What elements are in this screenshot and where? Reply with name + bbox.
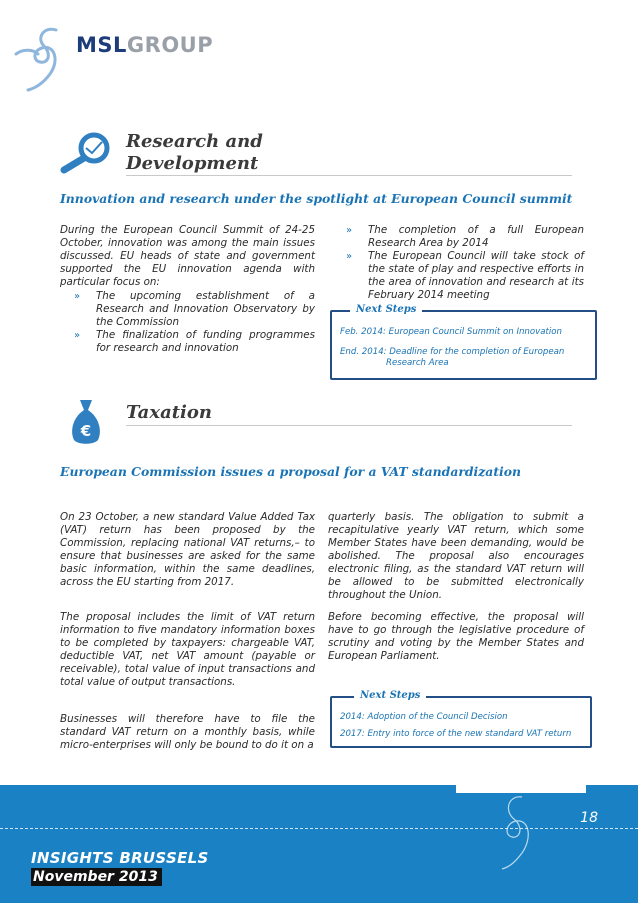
footer-dashed-line bbox=[0, 828, 638, 829]
money-bag-euro-icon bbox=[70, 396, 102, 446]
publication-date: November 2013 bbox=[31, 868, 162, 886]
footer-figure-eight-icon bbox=[492, 793, 542, 873]
taxation-title-rule bbox=[126, 425, 572, 426]
page-number: 18 bbox=[580, 810, 598, 826]
research-next-step-3: Research Area bbox=[386, 358, 449, 368]
research-intro-paragraph: During the European Council Summit of 24-25 October, innovation was among the main issues discussed. EU heads of state and government supported the EU innovation agenda with particular focus on: bbox=[60, 224, 315, 288]
taxation-left-paragraph-3: Businesses will therefore have to file the standard VAT return on a monthly basis, while micro-enterprises will only be bound to do it on a bbox=[60, 713, 315, 751]
taxation-left-paragraph-2: The proposal includes the limit of VAT return information to five mandatory information boxes to be completed by taxpayers: chargeable VAT, deductible VAT, net VAT amount (payable or receivable), total value of input transactions and total value of output transactions. bbox=[60, 611, 315, 688]
research-next-steps-box bbox=[330, 310, 597, 380]
research-bullet-left-2-text: The finalization of funding programmes for research and innovation bbox=[96, 329, 315, 354]
research-section-title bbox=[126, 131, 263, 175]
bullet-marker-icon: » bbox=[74, 291, 81, 302]
research-bullet-left-2 bbox=[74, 329, 315, 355]
research-next-step-1: Feb. 2014: European Council Summit on Innovation bbox=[340, 327, 562, 337]
magnifier-icon bbox=[58, 130, 116, 174]
research-title-rule bbox=[126, 175, 572, 176]
taxation-section-title: Taxation bbox=[126, 402, 212, 423]
bullet-marker-icon: » bbox=[346, 251, 353, 262]
taxation-right-paragraph-2: Before becoming effective, the proposal will have to go through the legislative procedure of scrutiny and voting by the Member States and European Parliament. bbox=[328, 611, 584, 662]
footer-white-tab bbox=[456, 785, 586, 793]
research-bullet-right-1 bbox=[346, 224, 584, 250]
research-bullet-right-2-text: The European Council will take stock of the state of play and respective efforts in the area of innovation and research at its February 2014 meeting bbox=[368, 250, 584, 301]
research-bullet-right-1-text: The completion of a full European Research Area by 2014 bbox=[368, 224, 584, 249]
research-bullet-left-1-text: The upcoming establishment of a Research and Innovation Observatory by the Commission bbox=[96, 290, 315, 328]
taxation-next-steps-label: Next Steps bbox=[354, 690, 426, 701]
logo-wordmark bbox=[76, 33, 213, 57]
svg-text:€: € bbox=[80, 422, 92, 440]
publication-title: INSIGHTS BRUSSELS bbox=[31, 849, 209, 867]
taxation-next-step-2: 2017: Entry into force of the new standard VAT return bbox=[340, 729, 572, 739]
bullet-marker-icon: » bbox=[74, 330, 81, 341]
taxation-left-paragraph-1: On 23 October, a new standard Value Added Tax (VAT) return has been proposed by the Commission, replacing national VAT returns,– to ensure that businesses are asked for the same basic information, within the same deadlines, across the EU starting from 2017. bbox=[60, 511, 315, 588]
taxation-subheading: European Commission issues a proposal for a VAT standardization bbox=[60, 464, 522, 479]
bullet-marker-icon: » bbox=[346, 225, 353, 236]
logo-figure-eight-icon bbox=[14, 24, 74, 94]
research-next-step-2: End. 2014: Deadline for the completion of European bbox=[340, 347, 565, 357]
research-next-steps-label: Next Steps bbox=[350, 304, 422, 315]
research-title-line1: Research and bbox=[126, 131, 263, 152]
research-bullet-left-1 bbox=[74, 290, 315, 329]
taxation-right-paragraph-1: quarterly basis. The obligation to submit a recapitulative yearly VAT return, which some Member States have been demanding, would be abolished. The proposal also encourages electronic filing, as the standard VAT return will be allowed to be submitted electronically throughout the Union. bbox=[328, 511, 584, 601]
logo-msl: MSL bbox=[76, 33, 127, 57]
research-subheading: Innovation and research under the spotlight at European Council summit bbox=[60, 191, 573, 206]
research-bullet-right-2 bbox=[346, 250, 584, 302]
msl-group-logo bbox=[14, 24, 214, 94]
logo-group: GROUP bbox=[126, 33, 214, 57]
taxation-next-step-1: 2014: Adoption of the Council Decision bbox=[340, 712, 508, 722]
research-title-line2: Development bbox=[126, 153, 259, 174]
